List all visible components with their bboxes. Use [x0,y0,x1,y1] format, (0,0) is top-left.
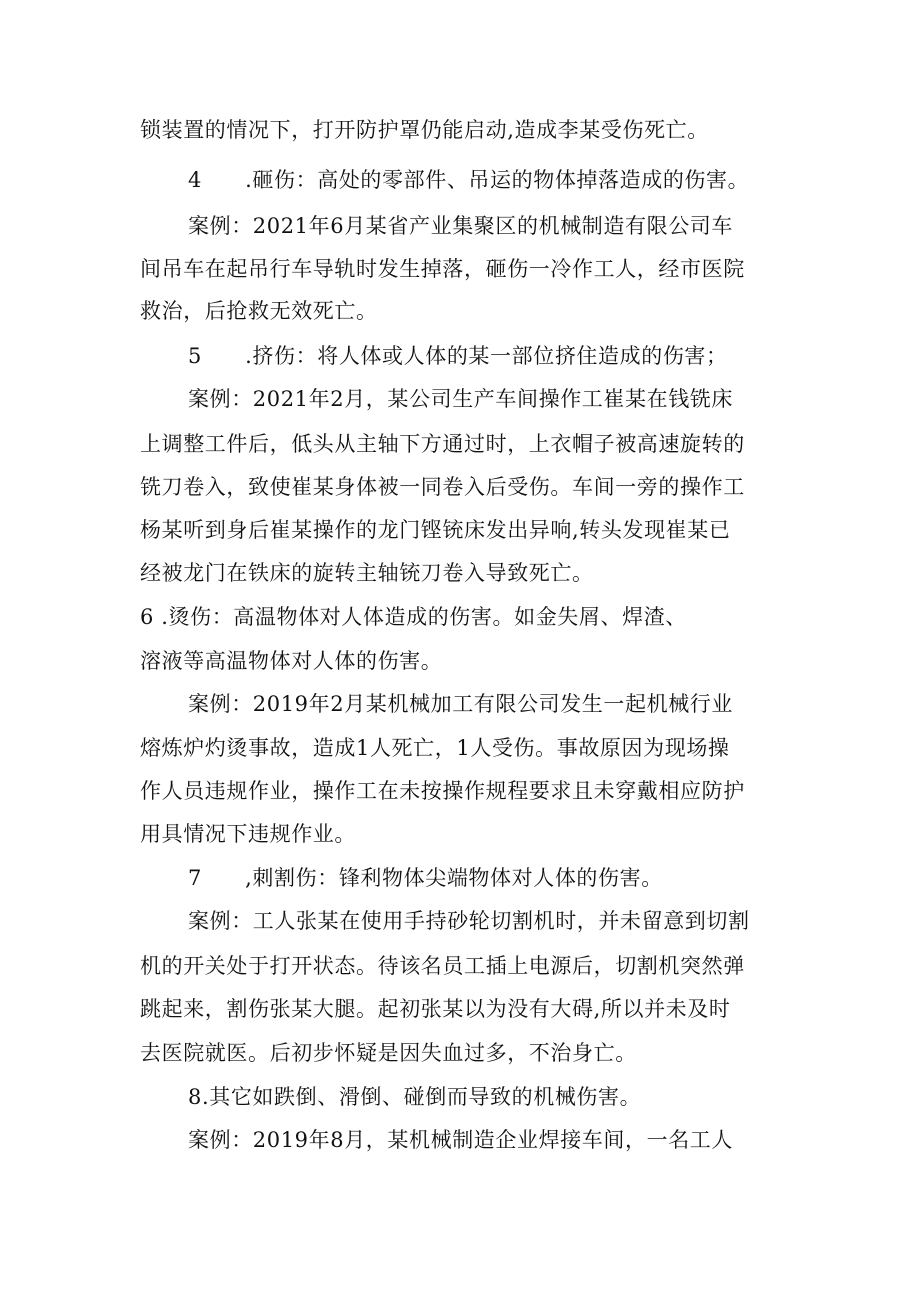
text-line: 机的开关处于打开状态。待该名员工插上电源后，切割机突然弹 [140,954,745,978]
text-line: 经被龙门在铁床的旋转主轴铳刀卷入导致死亡。 [140,561,594,585]
text-line: 4 .砸伤：高处的零部件、吊运的物体掉落造成的伤害。 [188,168,750,192]
text-line: 熔炼炉灼烫事故，造成1人死亡，1人受伤。事故原因为现场操 [140,736,730,760]
text-line: 作人员违规作业，操作工在未按操作规程要求且未穿戴相应防护 [140,779,745,803]
text-line: 7 ,刺割伤：锋利物体尖端物体对人体的伤害。 [188,866,663,890]
text-line: 杨某听到身后崔某操作的龙门铿铳床发出异响,转头发现崔某已 [140,518,731,542]
text-line: 间吊车在起吊行车导轨时发生掉落，砸伤一冷作工人，经市医院 [140,257,745,281]
text-line: 铣刀卷入，致使崔某身体被一同卷入后受伤。车间一旁的操作工 [140,475,745,499]
text-line: 案例：工人张某在使用手持砂轮切割机时，并未留意到切割 [188,909,750,933]
text-line: 跳起来，割伤张某大腿。起初张某以为没有大碍,所以并未及时 [140,997,731,1021]
text-line: 案例：2019年8月，某机械制造企业焊接车间，一名工人 [188,1128,734,1152]
text-line: 救治，后抢救无效死亡。 [140,299,378,323]
text-line: 用具情况下违规作业。 [140,822,356,846]
text-line: 去医院就医。后初步怀疑是因失血过多，不治身亡。 [140,1041,637,1065]
text-line: 8.其它如跌倒、滑倒、碰倒而导致的机械伤害。 [188,1085,642,1109]
text-line: 锁装置的情况下，打开防护罩仍能启动,造成李某受伤死亡。 [140,118,709,142]
text-line: 溶液等高温物体对人体的伤害。 [140,649,443,673]
text-line: 6 .烫伤：高温物体对人体造成的伤害。如金失屑、焊渣、 [140,605,687,629]
text-line: 案例：2019年2月某机械加工有限公司发生一起机械行业 [188,692,734,716]
text-line: 案例：2021年2月，某公司生产车间操作工崔某在钱铣床 [188,387,734,411]
text-line: 上调整工件后，低头从主轴下方通过时，上衣帽子被高速旋转的 [140,432,745,456]
text-line: 5 .挤伤：将人体或人体的某一部位挤住造成的伤害； [188,344,728,368]
text-line: 案例：2021年6月某省产业集聚区的机械制造有限公司车 [188,214,734,238]
